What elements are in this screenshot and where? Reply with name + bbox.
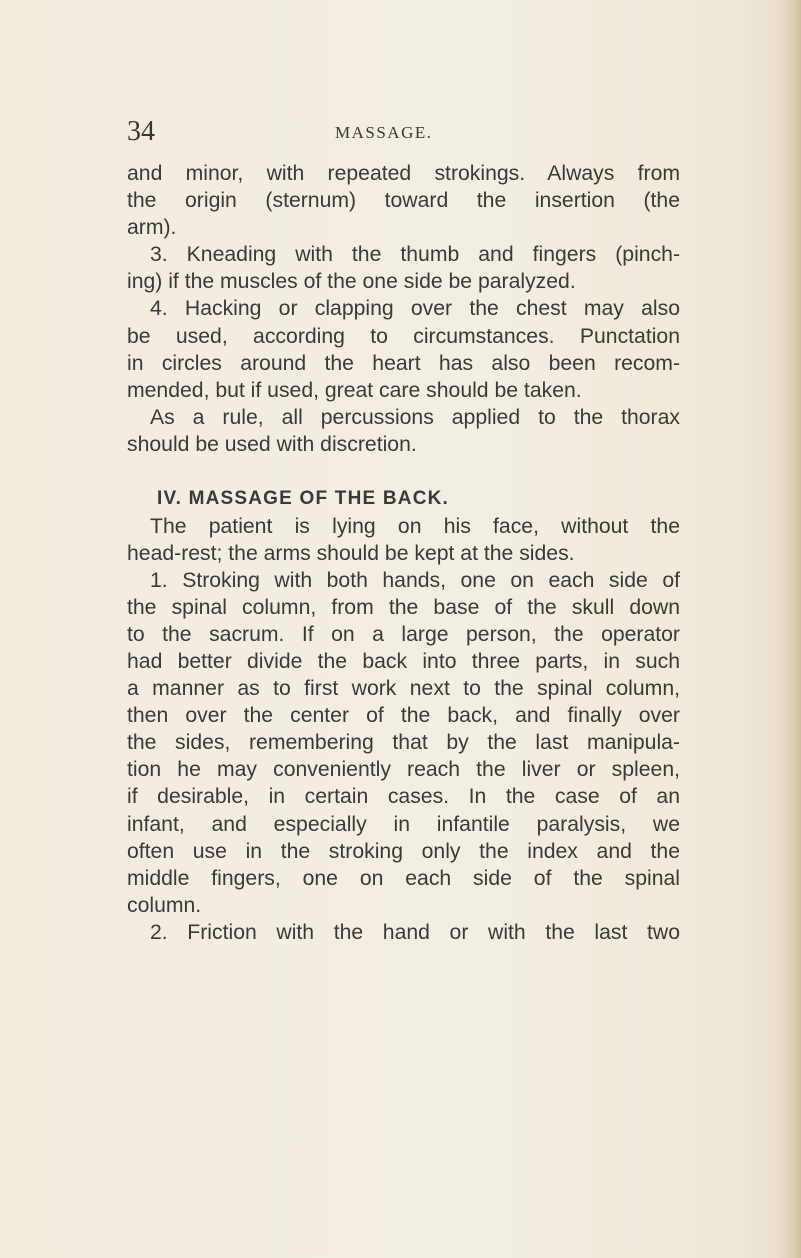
- text-line: arm).: [127, 216, 177, 240]
- page-number: 34: [127, 116, 155, 147]
- text-line: the origin (sternum) toward the insertion (the: [127, 189, 680, 213]
- body-text: [127, 160, 680, 946]
- page-edge-shadow: [779, 0, 801, 1258]
- text-line: the spinal column, from the base of the skull down: [127, 595, 680, 619]
- text-line: head-rest; the arms should be kept at the sides.: [127, 541, 575, 565]
- text-line: infant, and especially in infantile paralysis, we: [127, 812, 680, 836]
- text-line: ing) if the muscles of the one side be paralyzed.: [127, 270, 576, 294]
- section-heading: IV. MASSAGE OF THE BACK.: [157, 488, 450, 510]
- text-part-2: [127, 513, 680, 947]
- text-line: a manner as to first work next to the spinal column,: [127, 677, 680, 701]
- text-line: As a rule, all percussions applied to the thorax: [150, 405, 680, 429]
- text-line: to the sacrum. If on a large person, the operator: [127, 622, 680, 646]
- text-line: had better divide the back into three parts, in such: [127, 649, 680, 673]
- text-line: mended, but if used, great care should be taken.: [127, 378, 582, 402]
- running-head: MASSAGE.: [335, 123, 433, 142]
- text-line: column.: [127, 893, 202, 917]
- text-line: and minor, with repeated strokings. Always from: [127, 162, 680, 185]
- text-line: 4. Hacking or clapping over the chest may also: [150, 297, 680, 321]
- text-line: the sides, remembering that by the last manipula-: [127, 731, 680, 755]
- text-line: 1. Stroking with both hands, one on each side of: [150, 568, 680, 592]
- text-line: if desirable, in certain cases. In the case of an: [127, 785, 680, 809]
- text-line: often use in the stroking only the index and the: [127, 839, 680, 863]
- text-line: should be used with discretion.: [127, 432, 417, 456]
- text-line: The patient is lying on his face, without the: [150, 514, 680, 538]
- text-line: 2. Friction with the hand or with the last two: [150, 920, 680, 944]
- text-line: middle fingers, one on each side of the spinal: [127, 866, 680, 890]
- text-line: in circles around the heart has also been recom-: [127, 351, 680, 375]
- text-part-1: [127, 160, 680, 458]
- text-line: tion he may conveniently reach the liver or spleen,: [127, 758, 680, 782]
- page-header: [127, 112, 687, 152]
- text-line: 3. Kneading with the thumb and fingers (pinch-: [150, 243, 680, 267]
- text-line: then over the center of the back, and finally over: [127, 704, 680, 728]
- text-line: be used, according to circumstances. Punctation: [127, 324, 680, 348]
